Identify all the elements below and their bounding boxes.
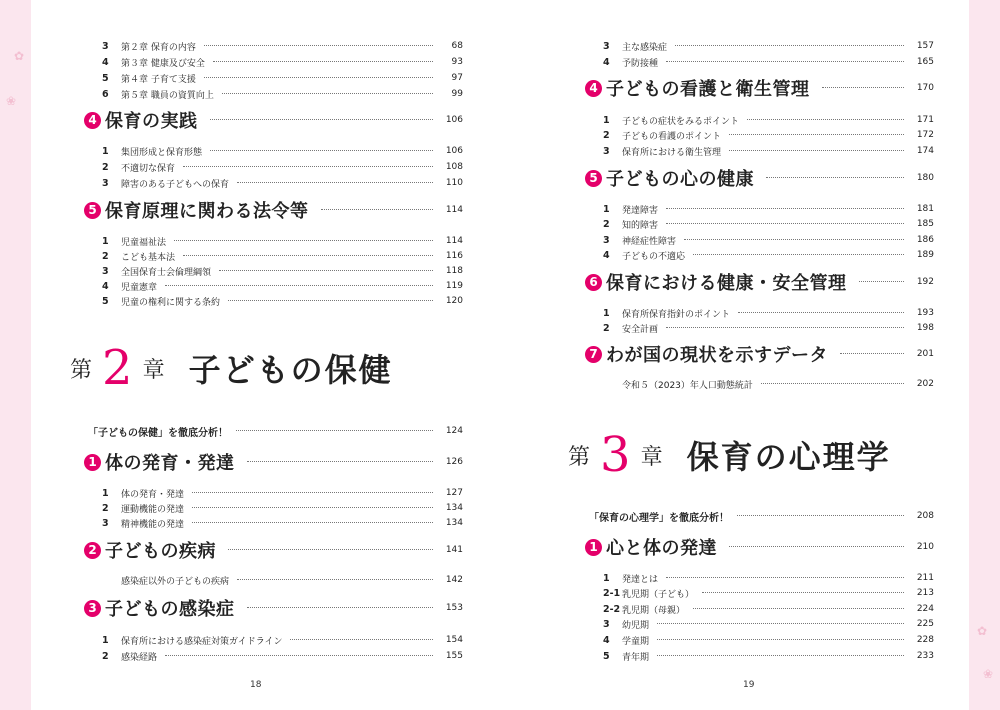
entry-title: 保育所保育指針のポイント bbox=[622, 309, 731, 320]
entry-title: 感染経路 bbox=[121, 652, 158, 663]
entry-page-number: 126 bbox=[445, 457, 463, 467]
entry-number: 2-1 bbox=[603, 587, 621, 599]
entry-page-number: 174 bbox=[916, 146, 934, 156]
entry-number: 3 bbox=[102, 517, 109, 529]
entry-page-number: 211 bbox=[916, 573, 934, 583]
toc-entry[interactable] bbox=[102, 264, 463, 278]
entry-page-number: 165 bbox=[916, 57, 934, 67]
entry-page-number: 108 bbox=[445, 162, 463, 172]
entry-page-number: 127 bbox=[445, 488, 463, 498]
chapter-prefix: 第 bbox=[568, 444, 591, 470]
entry-page-number: 106 bbox=[445, 146, 463, 156]
toc-entry[interactable] bbox=[102, 486, 463, 500]
leader-dots bbox=[290, 639, 433, 640]
entry-title: 子どもの疾病 bbox=[105, 541, 216, 562]
toc-entry[interactable] bbox=[603, 306, 934, 320]
entry-title: 第４章 子育て支援 bbox=[121, 74, 196, 85]
toc-section-heading[interactable] bbox=[585, 270, 934, 294]
entry-title: 集団形成と保育形態 bbox=[121, 147, 203, 158]
toc-entry[interactable] bbox=[603, 233, 934, 247]
entry-number: 2 bbox=[603, 322, 610, 334]
entry-title: 保育の実践 bbox=[105, 111, 198, 132]
entry-page-number: 181 bbox=[916, 204, 934, 214]
right-decorative-margin bbox=[969, 0, 1000, 710]
leader-dots bbox=[737, 515, 904, 516]
entry-page-number: 198 bbox=[916, 323, 934, 333]
entry-page-number: 171 bbox=[916, 115, 934, 125]
entry-number: 3 bbox=[603, 234, 610, 246]
chapter-suffix: 章 bbox=[142, 357, 165, 383]
leader-dots bbox=[321, 209, 434, 210]
entry-page-number: 153 bbox=[445, 603, 463, 613]
entry-number: 4 bbox=[603, 249, 610, 261]
entry-number: 4 bbox=[102, 280, 109, 292]
section-number-badge: 5 bbox=[84, 202, 101, 219]
leader-dots bbox=[729, 546, 904, 547]
entry-page-number: 157 bbox=[916, 41, 934, 51]
toc-entry[interactable] bbox=[102, 649, 463, 663]
entry-number: 1 bbox=[102, 634, 109, 646]
entry-number: 5 bbox=[102, 295, 109, 307]
entry-page-number: 141 bbox=[445, 545, 463, 555]
leader-dots bbox=[204, 45, 433, 46]
toc-entry[interactable] bbox=[603, 586, 934, 600]
entry-number: 1 bbox=[603, 307, 610, 319]
entry-title: こども基本法 bbox=[121, 252, 176, 263]
leader-dots bbox=[859, 281, 905, 282]
entry-number: 4 bbox=[603, 56, 610, 68]
entry-number: 2 bbox=[603, 129, 610, 141]
entry-title: 学童期 bbox=[622, 636, 650, 647]
entry-title: 青年期 bbox=[622, 652, 650, 663]
entry-title: 全国保育士会倫理綱領 bbox=[121, 267, 212, 278]
entry-title: 運動機能の発達 bbox=[121, 504, 185, 515]
toc-entry[interactable] bbox=[102, 573, 463, 587]
entry-title: 不適切な保育 bbox=[121, 163, 176, 174]
entry-title: 主な感染症 bbox=[622, 42, 668, 53]
entry-number: 1 bbox=[603, 572, 610, 584]
entry-page-number: 116 bbox=[445, 251, 463, 261]
entry-number: 2 bbox=[102, 250, 109, 262]
entry-title: 子どもの心の健康 bbox=[606, 169, 754, 190]
leader-dots bbox=[684, 239, 904, 240]
entry-number: 2 bbox=[603, 218, 610, 230]
leader-dots bbox=[183, 166, 433, 167]
entry-page-number: 170 bbox=[916, 83, 934, 93]
chapter-heading bbox=[70, 340, 393, 396]
entry-page-number: 110 bbox=[445, 178, 463, 188]
entry-title: 保育における健康・安全管理 bbox=[606, 273, 847, 294]
toc-entry[interactable] bbox=[102, 294, 463, 308]
leader-dots bbox=[228, 549, 433, 550]
leader-dots bbox=[675, 45, 904, 46]
toc-entry[interactable] bbox=[102, 279, 463, 293]
entry-page-number: 134 bbox=[445, 518, 463, 528]
entry-page-number: 208 bbox=[916, 511, 934, 521]
entry-number: 3 bbox=[603, 145, 610, 157]
leader-dots bbox=[657, 655, 904, 656]
leader-dots bbox=[747, 119, 904, 120]
section-number-badge: 6 bbox=[585, 274, 602, 291]
entry-number: 5 bbox=[102, 72, 109, 84]
toc-section-heading[interactable] bbox=[84, 108, 463, 132]
leader-dots bbox=[666, 327, 904, 328]
entry-number: 3 bbox=[102, 265, 109, 277]
entry-title: 乳児期（母親） bbox=[622, 605, 686, 616]
toc-entry[interactable] bbox=[102, 633, 463, 647]
leader-dots bbox=[165, 285, 433, 286]
toc-section-heading[interactable] bbox=[84, 538, 463, 562]
entry-title: 児童憲章 bbox=[121, 282, 158, 293]
leader-dots bbox=[738, 312, 904, 313]
leader-dots bbox=[666, 208, 904, 209]
page-number: 18 bbox=[250, 680, 262, 690]
entry-page-number: 155 bbox=[445, 651, 463, 661]
toc-entry[interactable] bbox=[102, 160, 463, 174]
entry-title: 障害のある子どもへの保育 bbox=[121, 179, 230, 190]
leader-dots bbox=[666, 61, 904, 62]
leader-dots bbox=[247, 607, 434, 608]
entry-title: 子どもの症状をみるポイント bbox=[622, 116, 740, 127]
entry-title: 神経症性障害 bbox=[622, 236, 677, 247]
toc-chapter-intro[interactable] bbox=[88, 424, 463, 438]
leader-dots bbox=[192, 507, 433, 508]
toc-section-heading[interactable] bbox=[585, 166, 934, 190]
section-number-badge: 5 bbox=[585, 170, 602, 187]
entry-number: 1 bbox=[102, 145, 109, 157]
chapter-prefix: 第 bbox=[70, 357, 93, 383]
entry-title: 保育所における感染症対策ガイドライン bbox=[121, 636, 283, 647]
chapter-title: 保育の心理学 bbox=[686, 438, 891, 476]
entry-page-number: 213 bbox=[916, 588, 934, 598]
leader-dots bbox=[210, 119, 434, 120]
chapter-suffix: 章 bbox=[640, 444, 663, 470]
section-number-badge: 7 bbox=[585, 346, 602, 363]
entry-title: 感染症以外の子どもの疾病 bbox=[121, 576, 230, 587]
entry-page-number: 120 bbox=[445, 296, 463, 306]
toc-entry[interactable] bbox=[102, 39, 463, 53]
entry-number: 3 bbox=[102, 177, 109, 189]
left-page bbox=[31, 0, 500, 710]
leader-dots bbox=[729, 134, 904, 135]
entry-page-number: 93 bbox=[451, 57, 463, 67]
toc-entry[interactable] bbox=[102, 234, 463, 248]
entry-title: 発達とは bbox=[622, 574, 659, 585]
entry-page-number: 154 bbox=[445, 635, 463, 645]
toc-section-heading[interactable] bbox=[84, 198, 463, 222]
section-number-badge: 4 bbox=[84, 112, 101, 129]
entry-page-number: 97 bbox=[451, 73, 463, 83]
leader-dots bbox=[228, 300, 433, 301]
entry-page-number: 201 bbox=[916, 349, 934, 359]
entry-page-number: 68 bbox=[451, 41, 463, 51]
entry-number: 3 bbox=[603, 618, 610, 630]
entry-title: 発達障害 bbox=[622, 205, 659, 216]
toc-entry[interactable] bbox=[603, 633, 934, 647]
toc-entry[interactable] bbox=[603, 617, 934, 631]
toc-entry[interactable] bbox=[603, 571, 934, 585]
leader-dots bbox=[204, 77, 433, 78]
entry-number: 1 bbox=[603, 203, 610, 215]
page-number: 19 bbox=[743, 680, 755, 690]
toc-entry[interactable] bbox=[102, 87, 463, 101]
entry-number: 2-2 bbox=[603, 603, 621, 615]
entry-page-number: 172 bbox=[916, 130, 934, 140]
entry-title: 乳児期（子ども） bbox=[622, 589, 695, 600]
toc-entry[interactable] bbox=[603, 113, 934, 127]
entry-title: 子どもの看護のポイント bbox=[622, 131, 722, 142]
leader-dots bbox=[165, 655, 433, 656]
toc-entry[interactable] bbox=[603, 248, 934, 262]
chapter-number: 2 bbox=[102, 340, 133, 396]
petal-icon: ✿ bbox=[14, 49, 25, 63]
toc-section-heading[interactable] bbox=[585, 342, 934, 366]
toc-entry[interactable] bbox=[102, 71, 463, 85]
leader-dots bbox=[237, 182, 433, 183]
leader-dots bbox=[822, 87, 905, 88]
leader-dots bbox=[840, 353, 904, 354]
leader-dots bbox=[236, 430, 433, 431]
entry-page-number: 118 bbox=[445, 266, 463, 276]
leader-dots bbox=[657, 623, 904, 624]
section-number-badge: 1 bbox=[585, 539, 602, 556]
entry-page-number: 224 bbox=[916, 604, 934, 614]
entry-title: 第２章 保育の内容 bbox=[121, 42, 196, 53]
leader-dots bbox=[693, 254, 904, 255]
toc-entry[interactable] bbox=[603, 55, 934, 69]
toc-entry[interactable] bbox=[102, 249, 463, 263]
leader-dots bbox=[761, 383, 904, 384]
leader-dots bbox=[222, 93, 433, 94]
entry-page-number: 114 bbox=[445, 236, 463, 246]
entry-page-number: 193 bbox=[916, 308, 934, 318]
leader-dots bbox=[666, 223, 904, 224]
toc-entry[interactable] bbox=[603, 144, 934, 158]
entry-title: 幼児期 bbox=[622, 620, 650, 631]
entry-page-number: 134 bbox=[445, 503, 463, 513]
entry-number: 1 bbox=[102, 487, 109, 499]
toc-entry[interactable] bbox=[102, 176, 463, 190]
petal-icon: ❀ bbox=[983, 667, 994, 681]
toc-entry[interactable] bbox=[603, 649, 934, 663]
entry-title: 精神機能の発達 bbox=[121, 519, 185, 530]
entry-title: 児童福祉法 bbox=[121, 237, 167, 248]
entry-page-number: 124 bbox=[445, 426, 463, 436]
toc-entry[interactable] bbox=[603, 217, 934, 231]
toc-section-heading[interactable] bbox=[84, 596, 463, 620]
leader-dots bbox=[766, 177, 904, 178]
entry-title: 安全計画 bbox=[622, 324, 659, 335]
leader-dots bbox=[237, 579, 433, 580]
entry-page-number: 186 bbox=[916, 235, 934, 245]
toc-section-heading[interactable] bbox=[84, 450, 463, 474]
entry-number: 3 bbox=[603, 40, 610, 52]
leader-dots bbox=[192, 522, 433, 523]
entry-page-number: 233 bbox=[916, 651, 934, 661]
entry-number: 4 bbox=[603, 634, 610, 646]
entry-page-number: 192 bbox=[916, 277, 934, 287]
entry-title: 子どもの感染症 bbox=[105, 599, 235, 620]
leader-dots bbox=[210, 150, 433, 151]
toc-entry[interactable] bbox=[603, 128, 934, 142]
petal-icon: ✿ bbox=[977, 624, 988, 638]
entry-title: 子どもの看護と衛生管理 bbox=[606, 79, 810, 100]
entry-page-number: 119 bbox=[445, 281, 463, 291]
section-number-badge: 2 bbox=[84, 542, 101, 559]
entry-number: 4 bbox=[102, 56, 109, 68]
entry-title: 児童の権利に関する条約 bbox=[121, 297, 221, 308]
entry-page-number: 114 bbox=[445, 205, 463, 215]
entry-title: 知的障害 bbox=[622, 220, 659, 231]
entry-title: 保育原理に関わる法令等 bbox=[105, 201, 309, 222]
entry-title: 保育所における衛生管理 bbox=[622, 147, 722, 158]
toc-entry[interactable] bbox=[102, 516, 463, 530]
leader-dots bbox=[666, 577, 904, 578]
entry-title: 「保育の心理学」を徹底分析！ bbox=[589, 512, 729, 524]
toc-entry[interactable] bbox=[102, 55, 463, 69]
entry-title: 体の発育・発達 bbox=[105, 453, 235, 474]
entry-title: 予防接種 bbox=[622, 58, 659, 69]
entry-page-number: 185 bbox=[916, 219, 934, 229]
entry-page-number: 180 bbox=[916, 173, 934, 183]
leader-dots bbox=[702, 592, 904, 593]
entry-number: 2 bbox=[102, 502, 109, 514]
entry-title: 第５章 職員の資質向上 bbox=[121, 90, 214, 101]
toc-chapter-intro[interactable] bbox=[589, 509, 934, 523]
leader-dots bbox=[174, 240, 433, 241]
entry-page-number: 142 bbox=[445, 575, 463, 585]
entry-title: 令和５（2023）年人口動態統計 bbox=[622, 380, 753, 391]
toc-entry[interactable] bbox=[603, 321, 934, 335]
entry-page-number: 189 bbox=[916, 250, 934, 260]
leader-dots bbox=[192, 492, 433, 493]
left-decorative-margin bbox=[0, 0, 31, 710]
entry-number: 1 bbox=[603, 114, 610, 126]
entry-number: 5 bbox=[603, 650, 610, 662]
section-number-badge: 4 bbox=[585, 80, 602, 97]
leader-dots bbox=[693, 608, 904, 609]
chapter-heading bbox=[568, 427, 891, 483]
entry-number: 2 bbox=[102, 650, 109, 662]
right-page bbox=[500, 0, 969, 710]
entry-title: 第３章 健康及び安全 bbox=[121, 58, 205, 69]
toc-entry[interactable] bbox=[603, 377, 934, 391]
chapter-number: 3 bbox=[600, 427, 631, 483]
toc-entry[interactable] bbox=[102, 144, 463, 158]
chapter-title: 子どもの保健 bbox=[188, 351, 393, 389]
leader-dots bbox=[213, 61, 433, 62]
entry-title: わが国の現状を示すデータ bbox=[606, 345, 828, 366]
entry-number: 6 bbox=[102, 88, 109, 100]
entry-number: 1 bbox=[102, 235, 109, 247]
entry-page-number: 225 bbox=[916, 619, 934, 629]
entry-title: 体の発育・発達 bbox=[121, 489, 185, 500]
toc-section-heading[interactable] bbox=[585, 76, 934, 100]
entry-page-number: 228 bbox=[916, 635, 934, 645]
entry-page-number: 106 bbox=[445, 115, 463, 125]
toc-entry[interactable] bbox=[603, 602, 934, 616]
toc-section-heading[interactable] bbox=[585, 535, 934, 559]
entry-number: 2 bbox=[102, 161, 109, 173]
entry-title: 子どもの不適応 bbox=[622, 251, 686, 262]
leader-dots bbox=[657, 639, 904, 640]
petal-icon: ❀ bbox=[6, 94, 17, 108]
entry-title: 心と体の発達 bbox=[606, 538, 717, 559]
entry-page-number: 202 bbox=[916, 379, 934, 389]
section-number-badge: 1 bbox=[84, 454, 101, 471]
leader-dots bbox=[247, 461, 434, 462]
entry-number: 3 bbox=[102, 40, 109, 52]
leader-dots bbox=[729, 150, 904, 151]
leader-dots bbox=[183, 255, 433, 256]
entry-page-number: 210 bbox=[916, 542, 934, 552]
leader-dots bbox=[219, 270, 433, 271]
entry-page-number: 99 bbox=[451, 89, 463, 99]
toc-entry[interactable] bbox=[603, 202, 934, 216]
section-number-badge: 3 bbox=[84, 600, 101, 617]
entry-title: 「子どもの保健」を徹底分析！ bbox=[88, 427, 228, 439]
toc-entry[interactable] bbox=[603, 39, 934, 53]
toc-entry[interactable] bbox=[102, 501, 463, 515]
